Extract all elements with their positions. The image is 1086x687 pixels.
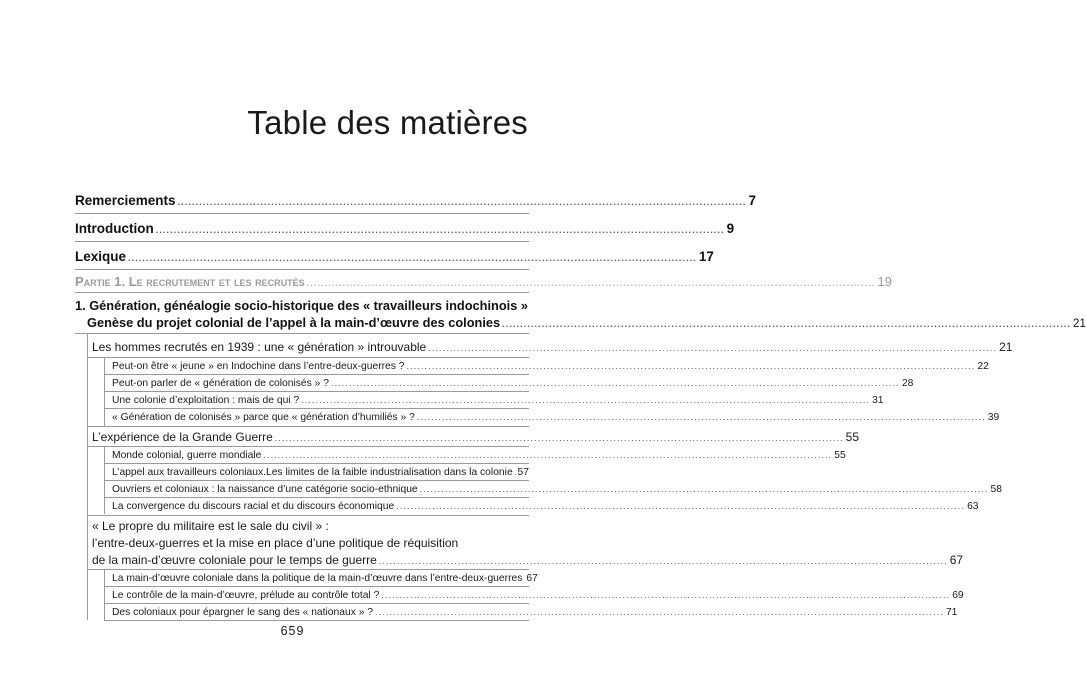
toc-entry-remerciements[interactable] <box>75 192 756 211</box>
divider <box>104 620 529 621</box>
toc-entry-page: 19 <box>877 274 892 289</box>
toc-chapter-1-title[interactable]: 1. Génération, généalogie socio-historique des « travailleurs indochinois » <box>75 298 528 313</box>
toc-chapter-1-subtitle[interactable] <box>87 314 1086 333</box>
toc-entry-page: 17 <box>698 249 714 264</box>
leader-dots: .............................................................................................................................................................. <box>274 433 844 443</box>
toc-entry-label: L’expérience de la Grande Guerre <box>92 430 273 444</box>
divider <box>75 241 529 242</box>
leader-dots: .............................................................................................................................................................. <box>263 450 833 460</box>
divider <box>87 426 529 427</box>
toc-part-label: Partie 1. Le recrutement et les recrutés <box>75 274 305 289</box>
toc-entry-page: 57 <box>517 467 529 478</box>
toc-section-3[interactable] <box>92 551 964 570</box>
leader-dots: .............................................................................................................................................................. <box>419 484 989 494</box>
toc-entry-page: 21 <box>999 340 1013 354</box>
toc-section-3-line2[interactable]: l’entre-deux-guerres et la mise en place d’une politique de réquisition <box>92 536 459 550</box>
toc-entry-label: Les hommes recrutés en 1939 : une « génération » introuvable <box>92 340 427 354</box>
toc-entry-label: Peut-on parler de « génération de colonisés » ? <box>112 378 329 389</box>
toc-entry-page: 21 <box>1073 318 1086 330</box>
toc-entry-label: Des coloniaux pour épargner le sang des « nationaux » ? <box>112 607 374 618</box>
toc-entry-page: 71 <box>945 607 958 618</box>
toc-entry-page: 9 <box>726 221 735 236</box>
leader-dots: .............................................................................................................................................................. <box>177 197 747 207</box>
toc-entry-page: 55 <box>834 450 846 461</box>
toc-entry-label: La convergence du discours racial et du discours économique <box>112 501 395 512</box>
toc-part-1[interactable] <box>75 273 892 292</box>
toc-entry-page: 31 <box>872 395 884 406</box>
toc-entry-page: 69 <box>952 590 964 601</box>
leader-dots: .............................................................................................................................................................. <box>306 278 876 288</box>
toc-entry-label: Remerciements <box>75 193 176 208</box>
toc-entry-label: Le contrôle de la main-d’œuvre, prélude au contrôle total ? <box>112 590 380 601</box>
toc-entry-label: Peut-on être « jeune » en Indochine dans l’entre-deux-guerres ? <box>112 361 405 372</box>
leader-dots: .............................................................................................................................................................. <box>301 395 871 405</box>
toc-subsection[interactable] <box>112 497 979 516</box>
toc-section-1[interactable] <box>92 338 1013 357</box>
toc-entry-page: 63 <box>967 501 979 512</box>
toc-entry-page: 67 <box>526 573 538 584</box>
toc-entry-label: Monde colonial, guerre mondiale <box>112 450 262 461</box>
leader-dots: .............................................................................................................................................................. <box>128 253 697 263</box>
toc-entry-label: Introduction <box>75 221 154 236</box>
divider <box>75 292 529 293</box>
indent-rule <box>104 569 105 620</box>
toc-entry-introduction[interactable] <box>75 220 735 239</box>
toc-entry-page: 28 <box>901 378 914 389</box>
divider <box>75 213 529 214</box>
divider <box>75 333 529 334</box>
leader-dots: .............................................................................................................................................................. <box>381 590 951 600</box>
toc-entry-label: L’appel aux travailleurs coloniaux.Les limites de la faible industrialisation dans la colonie <box>112 467 513 478</box>
indent-rule <box>87 333 88 620</box>
toc-section-2[interactable] <box>92 428 860 447</box>
toc-entry-label: Ouvriers et coloniaux : la naissance d’une catégorie socio-ethnique <box>112 484 418 495</box>
toc-entry-page: 58 <box>990 484 1003 495</box>
leader-dots: .............................................................................................................................................................. <box>155 225 725 235</box>
divider <box>75 269 529 270</box>
leader-dots: .............................................................................................................................................................. <box>378 556 948 566</box>
divider <box>87 515 529 516</box>
leader-dots: .............................................................................................................................................................. <box>502 319 1072 329</box>
leader-dots: .............................................................................................................................................................. <box>406 361 976 371</box>
toc-entry-label: Une colonie d’exploitation : mais de qui ? <box>112 395 300 406</box>
toc-entry-label: La main-d’œuvre coloniale dans la politique de la main-d’œuvre dans l’entre-deux-guerres <box>112 573 523 584</box>
toc-subsection[interactable] <box>112 408 1000 427</box>
leader-dots: .............................................................................................................................................................. <box>428 343 998 353</box>
toc-entry-page: 22 <box>977 361 989 372</box>
leader-dots: .............................................................................................................................................................. <box>416 412 986 422</box>
toc-entry-page: 67 <box>949 553 964 567</box>
toc-section-3-line1[interactable]: « Le propre du militaire est le sale du civil » : <box>92 519 329 533</box>
page-title: Table des matières <box>247 104 528 141</box>
leader-dots: .............................................................................................................................................................. <box>396 501 966 511</box>
toc-entry-page: 39 <box>987 412 1000 423</box>
toc-entry-page: 55 <box>845 430 860 444</box>
leader-dots: .............................................................................................................................................................. <box>375 607 944 617</box>
toc-entry-label: Lexique <box>75 249 127 264</box>
page-number: 659 <box>280 624 305 638</box>
toc-entry-label: de la main-d’œuvre coloniale pour le temps de guerre <box>92 553 377 567</box>
toc-entry-lexique[interactable] <box>75 248 714 267</box>
leader-dots: .............................................................................................................................................................. <box>330 378 900 388</box>
toc-entry-label: « Génération de colonisés » parce que « génération d’humiliés » ? <box>112 412 415 423</box>
toc-entry-label: Genèse du projet colonial de l’appel à la main-d’œuvre des colonies <box>87 315 501 330</box>
leader-dots <box>515 463 516 481</box>
toc-entry-page: 7 <box>748 193 756 208</box>
